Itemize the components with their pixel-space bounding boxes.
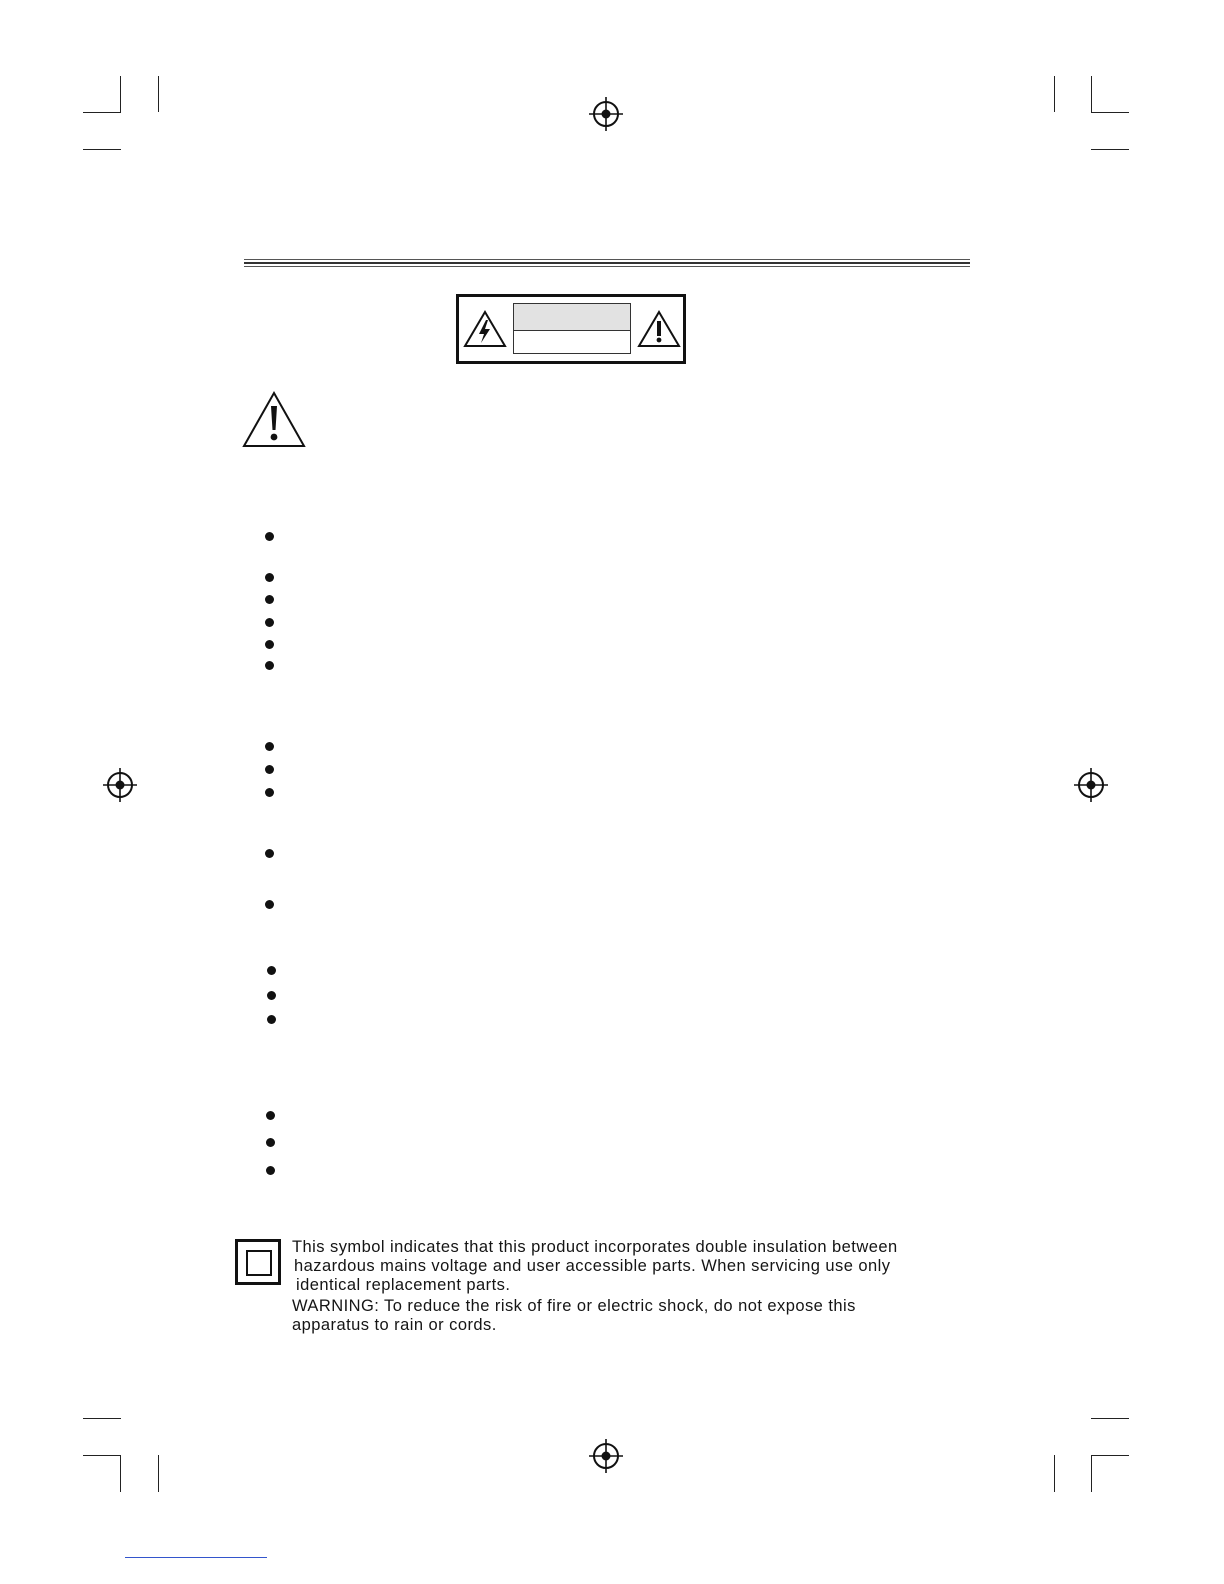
crop-mark-top-right-v2 (1054, 76, 1055, 112)
bullet-point (265, 849, 274, 858)
double-insulation-inner-square (246, 1250, 272, 1276)
notice-line-3: identical replacement parts. (296, 1276, 511, 1294)
warning-line-2: apparatus to rain or cords. (292, 1316, 497, 1334)
lightning-warning-icon (463, 309, 507, 349)
bullet-point (265, 788, 274, 797)
crop-mark-bottom-right-v1 (1091, 1455, 1092, 1492)
bullet-point (265, 661, 274, 670)
notice-line-1: This symbol indicates that this product incorporates double insulation between (292, 1238, 898, 1256)
registration-mark-icon (103, 768, 137, 802)
bullet-point (267, 991, 276, 1000)
bullet-point (265, 765, 274, 774)
crop-mark-bottom-left-h1 (83, 1455, 121, 1456)
crop-mark-bottom-right-h2 (1091, 1418, 1129, 1419)
header-rule (244, 262, 970, 264)
bullet-point (265, 640, 274, 649)
registration-mark-icon (1074, 768, 1108, 802)
bullet-point (265, 595, 274, 604)
exclamation-warning-icon (242, 390, 306, 450)
crop-mark-top-left-h2 (83, 149, 121, 150)
bullet-point (265, 532, 274, 541)
crop-mark-top-left-v2 (158, 76, 159, 112)
double-insulation-icon (235, 1239, 281, 1285)
caution-label-box (456, 294, 686, 364)
crop-mark-bottom-left-h2 (83, 1418, 121, 1419)
bullet-point (265, 900, 274, 909)
bullet-point (266, 1166, 275, 1175)
bullet-point (267, 1015, 276, 1024)
notice-line-2: hazardous mains voltage and user accessible parts. When servicing use only (294, 1257, 891, 1275)
bullet-point (265, 573, 274, 582)
caution-label-subband (513, 330, 631, 354)
crop-mark-top-right-h1 (1091, 112, 1129, 113)
header-rule (244, 266, 970, 267)
header-rule (244, 259, 970, 260)
crop-mark-top-left-h1 (83, 112, 121, 113)
registration-mark-icon (589, 97, 623, 131)
bullet-point (266, 1111, 275, 1120)
crop-mark-top-right-h2 (1091, 149, 1129, 150)
bullet-point (265, 618, 274, 627)
crop-mark-bottom-right-h1 (1091, 1455, 1129, 1456)
crop-mark-bottom-left-v1 (120, 1455, 121, 1492)
bullet-point (267, 966, 276, 975)
crop-mark-bottom-right-v2 (1054, 1455, 1055, 1492)
crop-mark-bottom-left-v2 (158, 1455, 159, 1492)
page-footer-link-underline (125, 1557, 267, 1558)
warning-line-1: WARNING: To reduce the risk of fire or electric shock, do not expose this (292, 1297, 856, 1315)
exclamation-warning-icon (637, 309, 681, 349)
crop-mark-top-left-v1 (120, 76, 121, 112)
bullet-point (266, 1138, 275, 1147)
registration-mark-icon (589, 1439, 623, 1473)
caution-label-band (513, 303, 631, 331)
crop-mark-top-right-v1 (1091, 76, 1092, 112)
bullet-point (265, 742, 274, 751)
